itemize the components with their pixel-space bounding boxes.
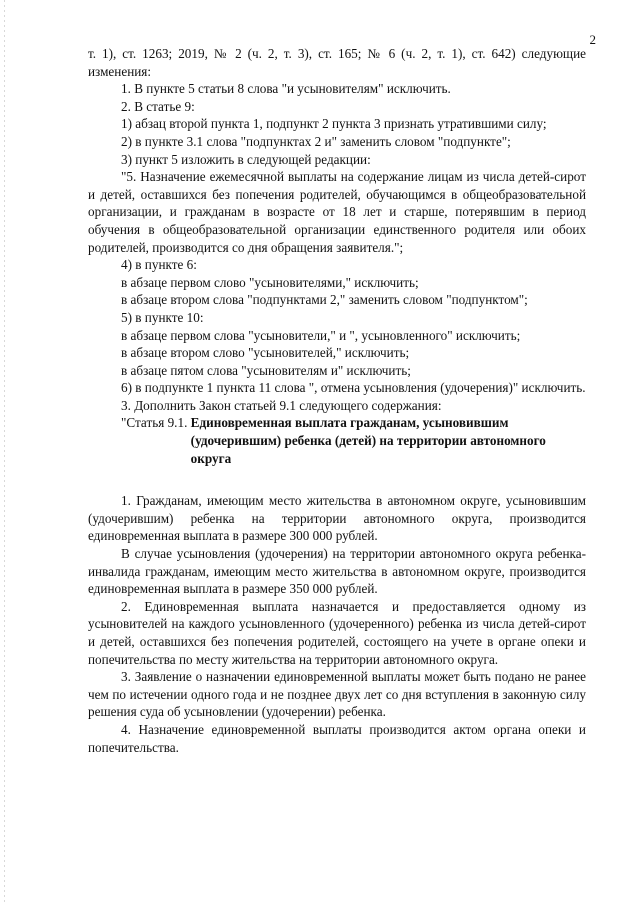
amendment-paragraph: 3) пункт 5 изложить в следующей редакции:: [121, 151, 371, 167]
article-heading: [88, 414, 586, 467]
amendment-paragraph: 1) абзац второй пункта 1, подпункт 2 пункта 3 признать утратившими силу;: [121, 116, 547, 132]
article-paragraph: 1. Гражданам, имеющим место жительства в автономном округе, усыновившим (удочерившим) ребенка на территории автономного округа, производится единовременная выплата в размере 300 000 рублей.: [88, 493, 586, 544]
article-paragraph: 4. Назначение единовременной выплаты производится актом органа опеки и попечительства.: [88, 721, 586, 755]
article-title: Единовременная выплата гражданам, усыновившим (удочерившим) ребенка (детей) на территории автономного округа: [190, 415, 546, 466]
amendment-paragraph: в абзаце пятом слова "усыновителям и" исключить;: [121, 362, 411, 378]
amendment-paragraph: 2. В статье 9:: [121, 98, 195, 114]
amendment-paragraph: т. 1), ст. 1263; 2019, № 2 (ч. 2, т. 3), ст. 165; № 6 (ч. 2, т. 1), ст. 642) следующие изменения:: [88, 46, 586, 79]
amendment-paragraph: в абзаце первом слово "усыновителями," исключить;: [121, 274, 419, 290]
article-paragraph: В случае усыновления (удочерения) на территории автономного округа ребенка-инвалида гражданам, имеющим место жительства в автономном округе, производится единовременная выплата в размере 350 000 рублей.: [88, 546, 586, 597]
amendment-paragraph: в абзаце втором слово "усыновителей," исключить;: [121, 345, 410, 361]
page-number: 2: [589, 32, 596, 47]
article-label: "Статья 9.1.: [121, 415, 191, 431]
amendment-paragraph: 5) в пункте 10:: [121, 309, 204, 325]
article-paragraph: 3. Заявление о назначении единовременной выплаты может быть подано не ранее чем по истечении одного года и не позднее двух лет со дня вступления в законную силу решения суда об усыновлении (удочерении) ребенка.: [88, 669, 586, 720]
amendments-list: [88, 45, 586, 414]
amendment-paragraph: 3. Дополнить Закон статьей 9.1 следующего содержания:: [121, 397, 442, 413]
document-body: [88, 45, 586, 756]
amendment-paragraph: "5. Назначение ежемесячной выплаты на содержание лицам из числа детей-сирот и детей, оставшихся без попечения родителей, обучающимся в общеобразовательной организации, и гражданам в возрасте от 18 лет и старше, потерявшим в период обучения в общеобразовательной организации единственного родителя или обоих родителей, производится со дня обращения заявителя.";: [88, 169, 586, 255]
article-paragraph: 2. Единовременная выплата назначается и предоставляется одному из усыновителей на каждого усыновленного (удочеренного) ребенка из числа детей-сирот и детей, оставшихся без попечения родителей, состоящего на учете в органе опеки и попечительства по месту жительства на территории автономного округа.: [88, 598, 586, 667]
amendment-paragraph: в абзаце первом слова "усыновители," и ", усыновленного" исключить;: [121, 327, 521, 343]
amendment-paragraph: в абзаце втором слова "подпунктами 2," заменить словом "подпунктом";: [121, 292, 528, 308]
section-gap: [88, 467, 586, 492]
article-paragraphs: [88, 492, 586, 756]
amendment-paragraph: 4) в пункте 6:: [121, 257, 197, 273]
scan-edge-line: [4, 0, 5, 905]
amendment-paragraph: 6) в подпункте 1 пункта 11 слова ", отмена усыновления (удочерения)" исключить.: [121, 380, 586, 396]
amendment-paragraph: 1. В пункте 5 статьи 8 слова "и усыновителям" исключить.: [121, 81, 451, 97]
amendment-paragraph: 2) в пункте 3.1 слова "подпунктах 2 и" заменить словом "подпункте";: [121, 133, 511, 149]
